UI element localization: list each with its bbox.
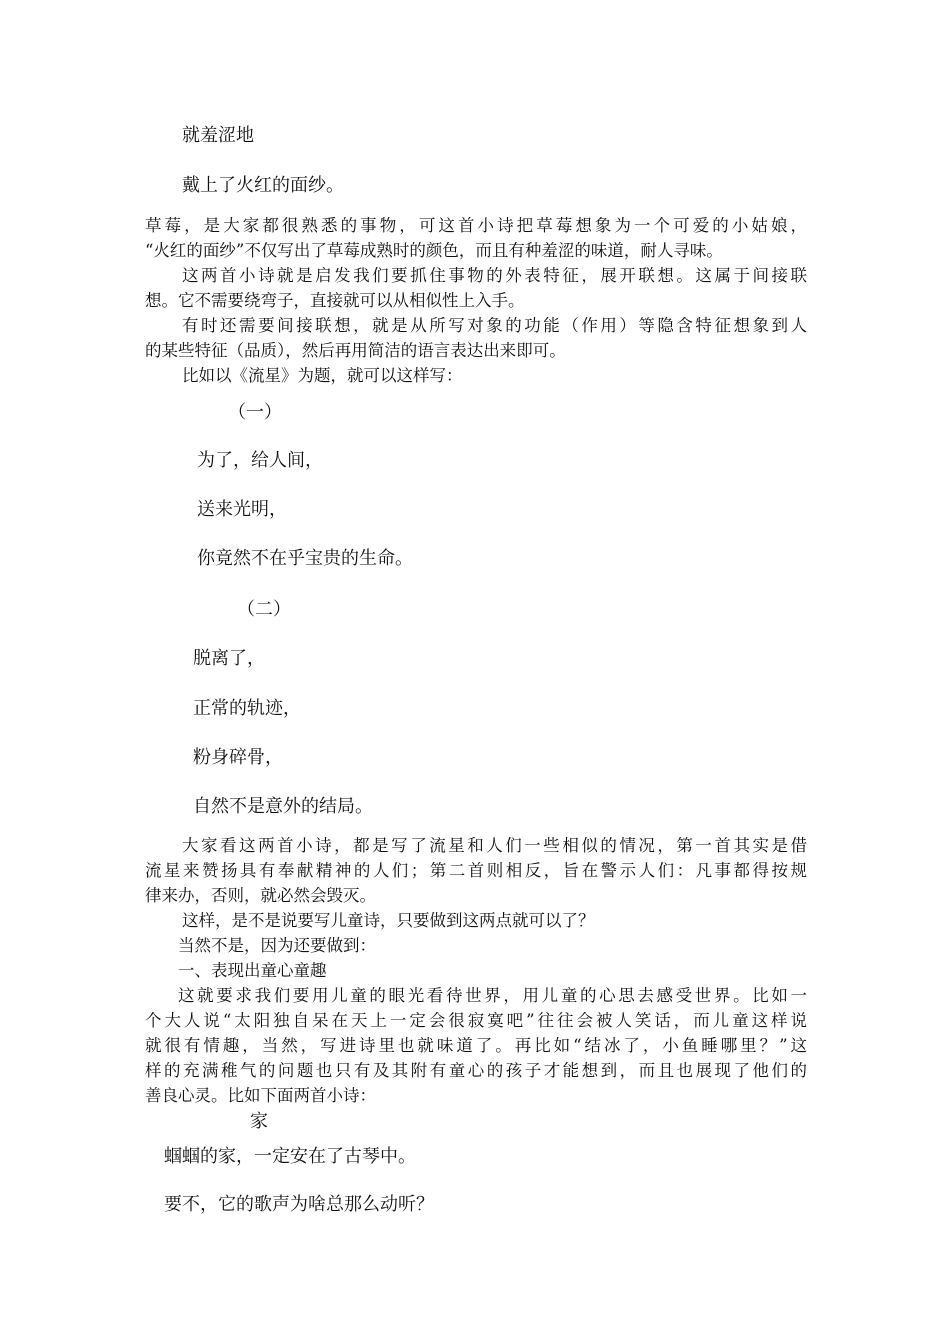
paragraph-line: 当然不是，因为还要做到： [178, 936, 376, 955]
paragraph-line: 草莓，是大家都很熟悉的事物，可这首小诗把草莓想象为一个可爱的小姑娘， [145, 216, 807, 235]
paragraph-line: 个大人说“太阳独自呆在天上一定会很寂寞吧”往往会被人笑话，而儿童这样说 [145, 1011, 807, 1030]
poem-line: 蝈蝈的家，一定安在了古琴中。 [164, 1146, 416, 1167]
poem-line: 你竟然不在乎宝贵的生命。 [197, 548, 413, 569]
paragraph-line: 的某些特征（品质），然后再用简洁的语言表达出来即可。 [145, 341, 566, 360]
paragraph-line: 就很有情趣，当然，写进诗里也就味道了。再比如“结冰了，小鱼睡哪里？”这 [145, 1036, 807, 1055]
paragraph-line: “火红的面纱”不仅写出了草莓成熟时的颜色，而且有种羞涩的味道，耐人寻味。 [145, 241, 723, 260]
poem-title: 家 [250, 1111, 268, 1132]
paragraph-line: 这两首小诗就是启发我们要抓住事物的外表特征，展开联想。这属于间接联 [182, 266, 807, 285]
poem-line: 送来光明， [197, 499, 287, 520]
poem-heading: （一） [228, 402, 282, 423]
paragraph-line: 想。它不需要绕弯子，直接就可以从相似性上入手。 [145, 291, 525, 310]
paragraph-line: 这样，是不是说要写儿童诗，只要做到这两点就可以了？ [182, 911, 595, 930]
poem-line: 正常的轨迹， [193, 698, 301, 719]
paragraph-line: 流星来赞扬具有奉献精神的人们；第二首则相反，旨在警示人们：凡事都得按规 [145, 861, 807, 880]
poem-line: 粉身碎骨， [193, 747, 283, 768]
poem-line: 就羞涩地 [182, 125, 254, 146]
poem-line: 为了，给人间， [197, 450, 323, 471]
section-heading: 一、表现出童心童趣 [178, 961, 327, 980]
paragraph-line: 有时还需要间接联想，就是从所写对象的功能（作用）等隐含特征想象到人 [182, 316, 807, 335]
poem-heading: （二） [237, 599, 291, 620]
paragraph-line: 律来办，否则，就必然会毁灭。 [145, 886, 376, 905]
paragraph-line: 大家看这两首小诗，都是写了流星和人们一些相似的情况，第一首其实是借 [182, 836, 807, 855]
poem-line: 脱离了， [193, 648, 265, 669]
poem-line: 戴上了火红的面纱。 [182, 175, 344, 196]
paragraph-line: 比如以《流星》为题，就可以这样写： [182, 366, 463, 385]
paragraph-line: 这就要求我们要用儿童的眼光看待世界，用儿童的心思去感受世界。比如一 [178, 986, 807, 1005]
paragraph-line: 善良心灵。比如下面两首小诗： [145, 1086, 376, 1105]
paragraph-line: 样的充满稚气的问题也只有及其附有童心的孩子才能想到，而且也展现了他们的 [145, 1061, 807, 1080]
poem-line: 自然不是意外的结局。 [193, 796, 373, 817]
poem-line: 要不，它的歌声为啥总那么动听？ [164, 1194, 434, 1215]
